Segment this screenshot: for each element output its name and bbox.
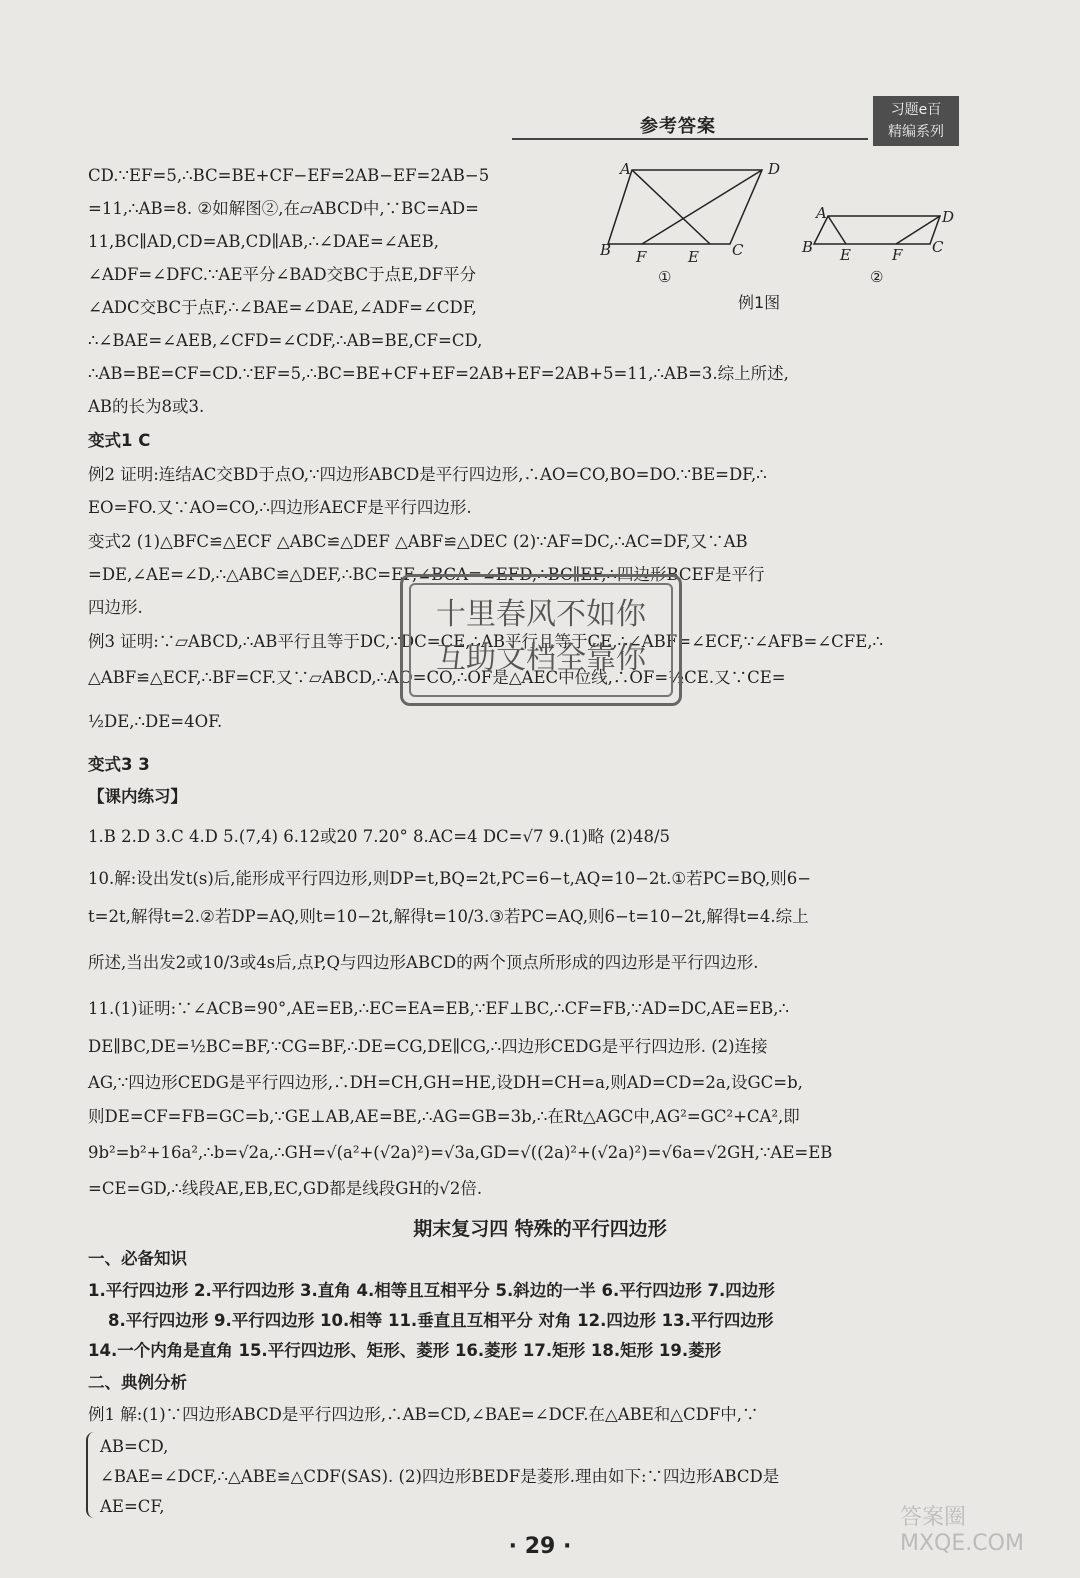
fig1-label-e: E	[688, 248, 699, 266]
example-figure	[600, 160, 960, 285]
text-line: 11.(1)证明:∵∠ACB=90°,AE=EB,∴EC=EA=EB,∵EF⊥BC,∴CF=FB,∵AD=DC,AE=EB,∴	[88, 999, 789, 1018]
watermark-logo: 答案圈 MXQE.COM	[900, 1505, 1024, 1556]
text-line: t=2t,解得t=2.②若DP=AQ,则t=10−2t,解得t=10/3.③若PC=AQ,则6−t=10−2t,解得t=4.综上	[88, 907, 809, 926]
text-line: 10.解:设出发t(s)后,能形成平行四边形,则DP=t,BQ=2t,PC=6−t,AQ=10−2t.①若PC=BQ,则6−	[88, 869, 812, 888]
chapter-title: 期末复习四 特殊的平行四边形	[413, 1218, 667, 1240]
fig1-label-b: B	[600, 241, 612, 259]
text-line: ½DE,∴DE=4OF.	[88, 712, 223, 731]
fig2-label-b: B	[802, 238, 814, 256]
fig2-label-f: F	[892, 246, 903, 264]
text-line: ∴AB=BE=CF=CD.∵EF=5,∴BC=BE+CF+EF=2AB+EF=2AB+5=11,∴AB=3.综上所述,	[88, 364, 789, 383]
text-line: 11,BC∥AD,CD=AB,CD∥AB,∴∠DAE=∠AEB,	[88, 232, 439, 251]
header-title: 参考答案	[640, 116, 716, 137]
text-line: AB的长为8或3.	[88, 397, 205, 416]
fig1-label-d: D	[768, 160, 781, 178]
system-brace	[86, 1432, 98, 1518]
text-line: 1.平行四边形 2.平行四边形 3.直角 4.相等且互相平分 5.斜边的一半 6.平行四边形 7.四边形	[88, 1281, 775, 1300]
series-line2: 精编系列	[888, 124, 944, 140]
text-line: 例3 证明:∵▱ABCD,∴AB平行且等于DC,∵DC=CE,∴AB平行且等于CE,∴∠ABF=∠ECF,∵∠AFB=∠CFE,∴	[88, 632, 884, 651]
text-line: 变式2 (1)△BFC≌△ECF △ABC≌△DEF △ABF≌△DEC (2)∵AF=DC,∴AC=DF,又∵AB	[88, 532, 748, 551]
section-label: 【课内练习】	[88, 787, 187, 806]
text-line: 8.平行四边形 9.平行四边形 10.相等 11.垂直且互相平分 对角 12.四边形 13.平行四边形	[108, 1311, 774, 1330]
fig2-label-d: D	[942, 208, 955, 226]
figure-caption: 例1图	[738, 293, 781, 312]
text-line: 14.一个内角是直角 15.平行四边形、矩形、菱形 16.菱形 17.矩形 18.矩形 19.菱形	[88, 1341, 722, 1360]
text-line: ∠ADF=∠DFC.∵AE平分∠BAD交BC于点E,DF平分	[88, 265, 477, 284]
fig1-label-f: F	[636, 248, 647, 266]
section-label: 一、必备知识	[88, 1249, 187, 1268]
section-label: 二、典例分析	[88, 1373, 187, 1392]
text-line: 1.B 2.D 3.C 4.D 5.(7,4) 6.12或20 7.20° 8.AC=4 DC=√7 9.(1)略 (2)48/5	[88, 827, 671, 846]
text-line: 例2 证明:连结AC交BD于点O,∵四边形ABCD是平行四边形,∴AO=CO,BO=DO.∵BE=DF,∴	[88, 465, 767, 484]
text-line: ∠ADC交BC于点F,∴∠BAE=∠DAE,∠ADF=∠CDF,	[88, 298, 477, 317]
fig2-label-e: E	[840, 246, 851, 264]
header-rule	[512, 138, 868, 140]
text-line: AG,∵四边形CEDG是平行四边形,∴DH=CH,GH=HE,设DH=CH=a,则AD=CD=2a,设GC=b,	[88, 1073, 803, 1092]
text-line: ∴∠BAE=∠AEB,∠CFD=∠CDF,∴AB=BE,CF=CD,	[88, 331, 483, 350]
fig2-label-a: A	[816, 204, 827, 222]
text-line: AE=CF,	[100, 1497, 165, 1516]
text-line: =11,∴AB=8. ②如解图②,在▱ABCD中,∵BC=AD=	[88, 199, 479, 218]
text-line: DE∥BC,DE=½BC=BF,∵CG=BF,∴DE=CG,DE∥CG,∴四边形CEDG是平行四边形. (2)连接	[88, 1037, 768, 1056]
text-line: △ABF≌△ECF,∴BF=CF.又∵▱ABCD,∴AO=CO,∴OF是△AEC中位线,∴OF=½CE.又∵CE=	[88, 668, 786, 687]
fig2-number: ②	[870, 268, 884, 285]
stamp-line1: 十里春风不如你	[436, 597, 646, 632]
text-line: 例1 解:(1)∵四边形ABCD是平行四边形,∴AB=CD,∠BAE=∠DCF.在△ABE和△CDF中,∵	[88, 1405, 759, 1424]
text-line: 变式1 C	[88, 431, 151, 450]
text-line: CD.∵EF=5,∴BC=BE+CF−EF=2AB−EF=2AB−5	[88, 166, 490, 185]
series-line1: 习题e百	[890, 102, 942, 118]
fig1-number: ①	[658, 268, 672, 285]
text-line: 所述,当出发2或10/3或4s后,点P,Q与四边形ABCD的两个顶点所形成的四边形是平行四边形.	[88, 953, 759, 972]
text-line: ∠BAE=∠DCF,∴△ABE≌△CDF(SAS). (2)四边形BEDF是菱形.理由如下:∵四边形ABCD是	[100, 1467, 780, 1486]
fig1-label-c: C	[732, 241, 744, 259]
fig1-label-a: A	[620, 160, 631, 178]
text-line: 四边形.	[88, 598, 143, 617]
text-line: =CE=GD,∴线段AE,EB,EC,GD都是线段GH的√2倍.	[88, 1179, 483, 1198]
fig2-label-c: C	[932, 238, 944, 256]
text-line: 变式3 3	[88, 755, 150, 774]
text-line: 则DE=CF=FB=GC=b,∵GE⊥AB,AE=BE,∴AG=GB=3b,∴在Rt△AGC中,AG²=GC²+CA²,即	[88, 1107, 800, 1126]
text-line: =DE,∠AE=∠D,∴△ABC≌△DEF,∴BC=EF,∠BCA=∠EFD,∴BC∥EF,∴四边形BCEF是平行	[88, 565, 765, 584]
text-line: EO=FO.又∵AO=CO,∴四边形AECF是平行四边形.	[88, 498, 472, 517]
series-badge	[873, 96, 959, 146]
text-line: 9b²=b²+16a²,∴b=√2a,∴GH=√(a²+(√2a)²)=√3a,GD=√((2a)²+(√2a)²)=√6a=√2GH,∵AE=EB	[88, 1143, 833, 1162]
text-line: AB=CD,	[100, 1437, 169, 1456]
stamp-line2: 互助文档全靠你	[436, 641, 646, 676]
page-number: · 29 ·	[508, 1534, 572, 1559]
stamp-watermark	[400, 574, 682, 706]
